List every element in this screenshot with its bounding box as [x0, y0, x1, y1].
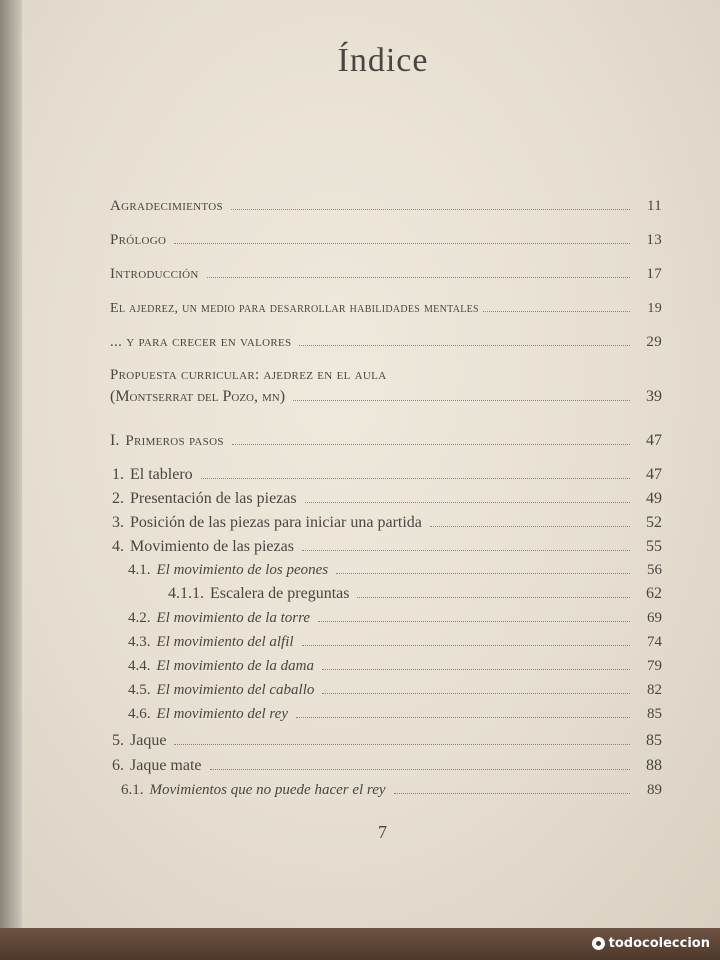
- dot-leader: [207, 277, 630, 278]
- toc-entry-label: El movimiento de la torre: [156, 610, 311, 626]
- section-number: 2.: [112, 490, 124, 507]
- toc-entry-page: 56: [647, 562, 662, 578]
- toc-entry-page: 39: [646, 388, 662, 405]
- subsection-number: 4.2.: [128, 610, 151, 626]
- toc-entry-page: 85: [647, 706, 662, 722]
- section-number: 3.: [112, 514, 124, 531]
- dot-leader: [201, 478, 630, 479]
- toc-entry-page: 47: [646, 466, 662, 483]
- toc-entry-label: Jaque: [130, 732, 167, 749]
- toc-entry-label: Movimientos que no puede hacer el rey: [149, 782, 386, 798]
- toc-entry: [110, 193, 662, 215]
- dot-leader: [483, 311, 630, 312]
- part-number: I.: [110, 432, 120, 449]
- dot-leader: [336, 573, 630, 574]
- dot-leader: [302, 645, 630, 646]
- toc-entry-label-continued: (Montserrat del Pozo, mn): [110, 388, 286, 405]
- toc-subentry: [128, 605, 662, 627]
- toc-entry-page: 52: [646, 514, 662, 531]
- subsection-number: 4.4.: [128, 658, 151, 674]
- toc-subentry: [128, 629, 662, 651]
- subsection-number: 4.6.: [128, 706, 151, 722]
- toc-subentry: [128, 677, 662, 699]
- dot-leader: [318, 621, 630, 622]
- dot-leader: [430, 526, 630, 527]
- toc-entry-label: El movimiento de los peones: [156, 562, 329, 578]
- subsection-number: 4.1.1.: [168, 585, 204, 602]
- dot-leader: [232, 444, 630, 445]
- dot-leader: [322, 693, 630, 694]
- toc-entry-page: 74: [647, 634, 662, 650]
- toc-entry-page: 13: [646, 232, 662, 248]
- toc-entry: [112, 534, 662, 556]
- toc-entry-page: 29: [646, 334, 662, 350]
- subsection-number: 4.5.: [128, 682, 151, 698]
- toc-entry-page: 85: [646, 732, 662, 749]
- toc-entry-label: Primeros pasos: [125, 433, 224, 449]
- toc-entry-label: Propuesta curricular: ajedrez en el aula: [110, 367, 387, 383]
- toc-entry: [112, 486, 662, 508]
- dot-leader: [394, 793, 630, 794]
- toc-entry-label: El movimiento del rey: [156, 706, 288, 722]
- toc-entry-label: Introducción: [110, 266, 199, 282]
- section-number: 1.: [112, 466, 124, 483]
- dot-leader: [210, 769, 630, 770]
- toc-subentry: [128, 557, 662, 579]
- dot-leader: [231, 209, 630, 210]
- toc-entry: [110, 329, 662, 351]
- toc-entry: [112, 728, 662, 750]
- dot-leader: [302, 550, 630, 551]
- toc-entry: [110, 261, 662, 283]
- dot-leader: [357, 597, 630, 598]
- page-number: 7: [378, 822, 387, 842]
- toc-entry-label: Agradecimientos: [110, 198, 223, 214]
- dot-leader: [305, 502, 630, 503]
- watermark-text: todocoleccion: [608, 936, 710, 951]
- toc-entry: [110, 384, 662, 406]
- dot-leader: [174, 243, 630, 244]
- subsection-number: 4.1.: [128, 562, 151, 578]
- toc-entry-label: Movimiento de las piezas: [130, 538, 294, 555]
- toc-subentry: [121, 777, 662, 799]
- toc-entry-page: 55: [646, 538, 662, 555]
- toc-entry-label: ... y para crecer en valores: [110, 334, 292, 350]
- toc-entry-label: Presentación de las piezas: [130, 490, 297, 507]
- toc-entry: [112, 510, 662, 532]
- toc-subentry: [168, 581, 662, 603]
- toc-entry-label: El movimiento del caballo: [156, 682, 315, 698]
- subsection-number: 4.3.: [128, 634, 151, 650]
- watermark-logo-icon: [592, 937, 605, 950]
- toc-entry-page: 62: [646, 585, 662, 602]
- subsection-number: 6.1.: [121, 782, 144, 798]
- toc-part: [110, 428, 662, 450]
- toc-entry-page: 11: [646, 198, 662, 214]
- toc-entry-label: El movimiento de la dama: [156, 658, 314, 674]
- dot-leader: [322, 669, 630, 670]
- toc-entry: [112, 462, 662, 484]
- dot-leader: [296, 717, 630, 718]
- toc-entry-label: El ajedrez, un medio para desarrollar habilidades mentales: [110, 301, 479, 316]
- dot-leader: [174, 744, 630, 745]
- toc-entry-label: Jaque mate: [130, 757, 202, 774]
- toc-entry-page: 88: [646, 757, 662, 774]
- watermark: [592, 936, 710, 951]
- toc-entry-label: Escalera de preguntas: [210, 585, 350, 602]
- toc-entry: [110, 295, 662, 317]
- toc-entry-page: 69: [647, 610, 662, 626]
- toc-entry-page: 19: [647, 301, 662, 316]
- toc-entry-page: 82: [647, 682, 662, 698]
- page-title: Índice: [337, 42, 429, 79]
- toc-subentry: [128, 653, 662, 675]
- toc-entry: [112, 753, 662, 775]
- toc-entry-page: 89: [647, 782, 662, 798]
- dot-leader: [299, 345, 630, 346]
- toc-entry-page: 47: [646, 432, 662, 449]
- toc-entry-page: 49: [646, 490, 662, 507]
- toc-subentry: [128, 701, 662, 723]
- toc-entry-label: Posición de las piezas para iniciar una partida: [130, 514, 422, 531]
- page-edge: [0, 0, 22, 960]
- toc-entry-line-1: [110, 362, 662, 384]
- toc-entry-label: El movimiento del alfil: [156, 634, 294, 650]
- toc-entry-page: 79: [647, 658, 662, 674]
- toc-entry-label: El tablero: [130, 466, 193, 483]
- section-number: 4.: [112, 538, 124, 555]
- dot-leader: [293, 400, 630, 401]
- toc-entry-page: 17: [646, 266, 662, 282]
- toc-entry: [110, 227, 662, 249]
- toc-entry-label: Prólogo: [110, 232, 167, 248]
- section-number: 6.: [112, 757, 124, 774]
- section-number: 5.: [112, 732, 124, 749]
